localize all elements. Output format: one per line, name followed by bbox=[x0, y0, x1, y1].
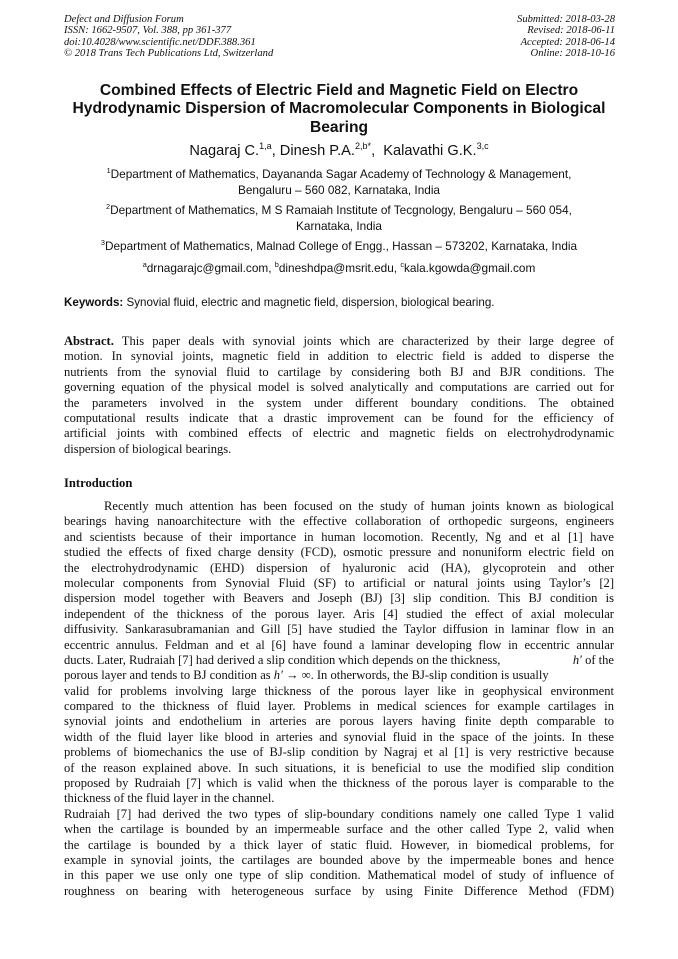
paper-title bbox=[50, 82, 628, 137]
body-line: roughness on bearing with heterogeneous surface by using Finite Difference Method (FDM) bbox=[64, 883, 614, 898]
body-line: synovial joints and endothelium in arteries are porous layers having finite depth comparable to bbox=[64, 714, 614, 729]
keywords bbox=[64, 295, 624, 310]
body-line: and scientists because of their importance in human locomotion. Recently, Ng and et al [1] have bbox=[64, 529, 614, 544]
math-h-prime: h′ bbox=[572, 652, 582, 667]
affiliation-sup: 1 bbox=[106, 166, 111, 176]
abstract-line: governing equation of the physical model is solved analytically and computations are carried out for bbox=[64, 380, 614, 395]
abstract-line: computational results indicate that a drastic improvement can be found for the efficiency of bbox=[64, 410, 614, 425]
journal-copyright: © 2018 Trans Tech Publications Ltd, Switzerland bbox=[64, 48, 274, 60]
body-text: of the bbox=[581, 652, 614, 667]
body-line: Rudraiah [7] had derived the two types of slip-boundary conditions namely one called Type 1 valid bbox=[64, 806, 614, 821]
author-name: Dinesh P.A. bbox=[279, 143, 355, 159]
body-line: problems of biomechanics the use of BJ-slip condition by Nagraj et al [1] is very restrictive because bbox=[64, 745, 614, 760]
abstract-label: Abstract. bbox=[64, 334, 114, 348]
body-line: diffusivity. Sankarasubramanian and Gill [5] have studied the Taylor diffusion in laminar flow in an bbox=[64, 622, 614, 637]
title-line: Combined Effects of Electric Field and Magnetic Field on Electro bbox=[99, 82, 579, 99]
author-sup: 1,a bbox=[259, 141, 272, 152]
abstract-line: the parameters involved in the system under different boundary conditions. The obtained bbox=[64, 395, 614, 410]
title-line: Hydrodynamic Dispersion of Macromolecular Components in Biological bbox=[72, 100, 606, 118]
body-line: studied the effects of fixed charge density (FCD), osmotic pressure and nonuniform electric field on bbox=[64, 545, 614, 560]
body-line: molecular components from Synovial Fluid (SF) to artificial or natural joints using Taylor’s [2] bbox=[64, 575, 614, 590]
body-line: in this paper we use only one type of slip condition. Mathematical model of study of influence of bbox=[64, 868, 614, 883]
body-line: independent of the thickness of the porous layer. Aris [4] studied the effect of axial molecular bbox=[64, 606, 614, 621]
email-address[interactable]: drnagarajc@gmail.com, bbox=[146, 261, 275, 275]
introduction-paragraph-1 bbox=[64, 499, 614, 899]
journal-issn: ISSN: 1662-9507, Vol. 388, pp 361-377 bbox=[64, 25, 232, 37]
body-line: bearings having nanoarchitecture with the effective collaboration of orthopedic surgeons, engineers bbox=[64, 514, 614, 529]
author-name: Kalavathi G.K. bbox=[383, 143, 477, 159]
abstract-line: motion. In synovial joints, magnetic field in addition to electric field is added to disperse the bbox=[64, 349, 614, 364]
journal-header bbox=[64, 14, 273, 60]
journal-name: Defect and Diffusion Forum bbox=[64, 14, 184, 25]
affiliation-line: Department of Mathematics, M S Ramaiah Institute of Tecgnology, Bengaluru – 560 054, bbox=[110, 203, 572, 217]
body-line: eccentric annulus. Feldman and et al [6] have found a laminar developing flow in eccentric annular bbox=[64, 637, 614, 652]
body-line: Recently much attention has been focused on the study of human joints known as biological bbox=[104, 499, 614, 513]
body-line: compared to the thickness of fluid layer. Problems in medical sciences for example cartilages in bbox=[64, 699, 614, 714]
author-emails bbox=[0, 261, 678, 276]
author-sup: 3,c bbox=[476, 141, 489, 152]
math-limit: h′ → ∞ bbox=[273, 668, 311, 683]
body-line: when the cartilage is bounded by an impermeable surface and the other called Type 2, valid when bbox=[64, 822, 614, 837]
affiliation-line: Karnataka, India bbox=[296, 218, 382, 233]
affiliation-2 bbox=[60, 203, 618, 234]
email-sup: c bbox=[400, 260, 404, 270]
date-submitted: Submitted: 2018-03-28 bbox=[517, 14, 615, 25]
affiliation-line: Department of Mathematics, Dayananda Sagar Academy of Technology & Management, bbox=[110, 167, 572, 181]
affiliation-1 bbox=[60, 167, 618, 198]
dates-header bbox=[517, 14, 615, 60]
email-sup: b bbox=[274, 260, 279, 270]
body-line: dispersion model together with Beavers and Joseph (BJ) [3] slip condition. This BJ condition is bbox=[64, 591, 614, 606]
body-line: thickness of the fluid layer in the channel. bbox=[64, 791, 275, 806]
abstract-line: dispersion of biological bearings. bbox=[64, 441, 232, 456]
body-line: the electrohydrodynamic (EHD) dispersion of hyaluronic acid (HA), glycoprotein and other bbox=[64, 560, 614, 575]
keywords-label: Keywords: bbox=[64, 296, 124, 309]
author-separator: , bbox=[271, 143, 280, 159]
email-address[interactable]: dineshdpa@msrit.edu, bbox=[278, 261, 401, 275]
email-address[interactable]: kala.kgowda@gmail.com bbox=[404, 261, 536, 275]
body-text: porous layer and tends to BJ condition as bbox=[64, 668, 271, 683]
body-line: valid for problems involving large thickness of the porous layer like in geophysical environment bbox=[64, 683, 614, 698]
body-line: proposed by Rudraiah [7] which is valid when the thickness of the porous layer is comparable to the bbox=[64, 776, 614, 791]
body-text: ducts. Later, Rudraiah [7] had derived a slip condition which depends on the thickness, bbox=[64, 652, 501, 667]
journal-doi[interactable]: doi:10.4028/www.scientific.net/DDF.388.361 bbox=[64, 36, 256, 48]
abstract-line: artificial joints with combined effects of electric and magnetic fields on electrohydrodynamic bbox=[64, 426, 614, 441]
date-accepted: Accepted: 2018-06-14 bbox=[520, 36, 615, 48]
author-sup: 2,b* bbox=[354, 141, 372, 152]
abstract bbox=[64, 334, 614, 457]
affiliation-line: Bengaluru – 560 082, Karnataka, India bbox=[237, 182, 440, 197]
title-line: Bearing bbox=[309, 118, 369, 136]
affiliation-sup: 3 bbox=[100, 238, 105, 248]
keywords-text: Synovial fluid, electric and magnetic field, dispersion, biological bearing. bbox=[123, 296, 495, 309]
abstract-line: This paper deals with synovial joints which are characterized by their large degree of bbox=[113, 334, 614, 348]
author-list bbox=[0, 142, 678, 160]
author-name: Nagaraj C. bbox=[189, 143, 260, 159]
abstract-line: nutrients from the synovial fluid to cartilage by considering both BJ and BJR conditions. The bbox=[64, 364, 614, 379]
affiliation-3 bbox=[40, 239, 638, 255]
body-line: example in synovial joints, the cartilages are bounded above by the impermeable bones and hence bbox=[64, 852, 614, 867]
body-text: . In otherwords, the BJ-slip condition is usually bbox=[310, 668, 549, 683]
affiliation-line: Department of Mathematics, Malnad College of Engg., Hassan – 573202, Karnataka, India bbox=[104, 239, 578, 253]
section-heading: Introduction bbox=[64, 476, 133, 490]
email-sup: a bbox=[142, 260, 147, 270]
body-line bbox=[64, 668, 614, 683]
body-line: the cartilage is bounded by a thick layer of static fluid. However, in biomedical problems, for bbox=[64, 837, 614, 852]
body-line bbox=[64, 653, 614, 668]
author-separator: , bbox=[371, 143, 384, 159]
date-revised: Revised: 2018-06-11 bbox=[527, 25, 615, 37]
body-line: width of the fluid layer like blood in arteries and synovial fluid in the space of the joints. In these bbox=[64, 729, 614, 744]
body-line: of the reason explained above. In such situations, it is beneficial to use the modified slip condition bbox=[64, 760, 614, 775]
affiliation-sup: 2 bbox=[106, 202, 111, 212]
date-online: Online: 2018-10-16 bbox=[530, 48, 615, 60]
